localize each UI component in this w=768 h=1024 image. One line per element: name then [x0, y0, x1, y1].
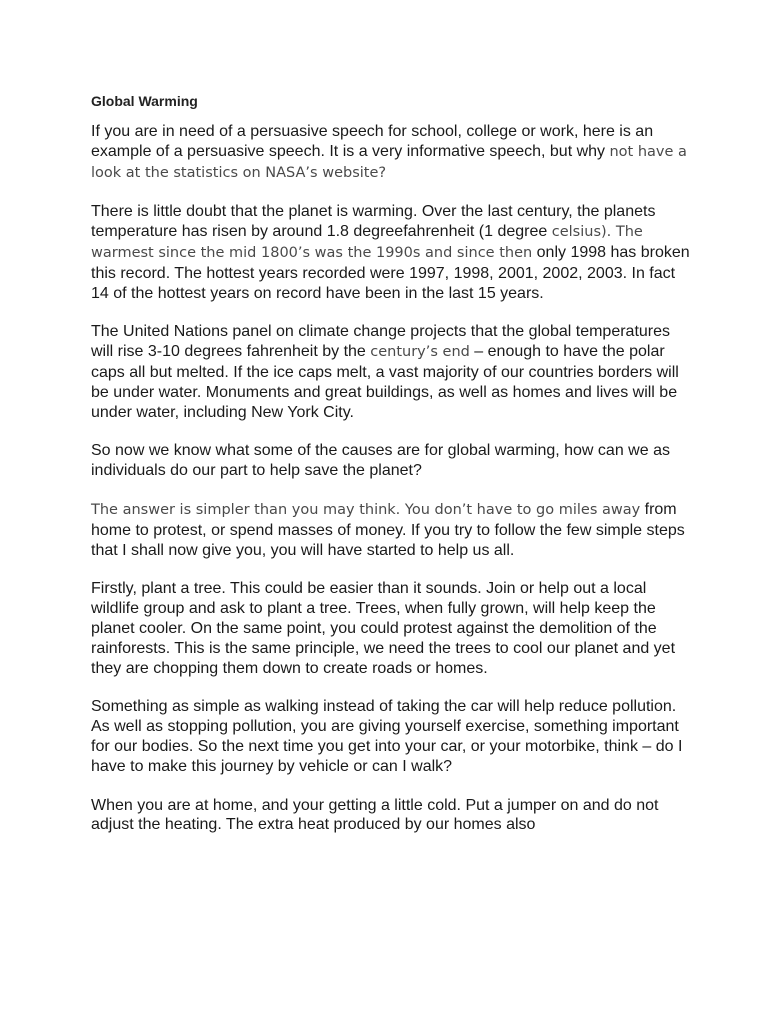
- paragraph-plant-tree: Firstly, plant a tree. This could be easier than it sounds. Join or help out a local wildlife group and ask to plant a tree. Trees, when fully grown, will help keep the planet cooler. On the same point, you could protest against the demolition of the rainforests. This is the same principle, we need the trees to cool our planet and yet they are chopping them down to create roads or homes.: [91, 580, 676, 677]
- paragraph-un-panel: [91, 322, 691, 422]
- paragraph-intro-text: If you are in need of a persuasive speech for school, college or work, here is an example of a persuasive speech. It is a very informative speech, but why: [91, 123, 654, 160]
- paragraph-warming-text-3: only 1998 has broken this record. The hottest years recorded were 1997, 1998, 2001, 2002, 2003. In fact 14 of the hottest years on record have been in the last 15 years.: [91, 243, 690, 302]
- paragraph-question: So now we know what some of the causes are for global warming, how can we as individuals do our part to help save the planet?: [91, 442, 670, 480]
- paragraph-warming: [91, 202, 691, 303]
- paragraph-walking: Something as simple as walking instead of taking the car will help reduce pollution. As well as stopping pollution, you are giving yourself exercise, something important for our bodies. So the next time you get into your car, or your motorbike, think – do I have to make this journey by vehicle or can I walk?: [91, 698, 683, 775]
- paragraph-un-panel-text-2: century’s end: [370, 344, 470, 361]
- paragraph-answer: [91, 500, 691, 560]
- paragraph-answer-text-1: The answer is simpler than you may think. You don’t have to go miles away: [91, 501, 641, 518]
- paragraph-home-heating: When you are at home, and your getting a little cold. Put a jumper on and do not adjust the heating. The extra heat produced by our homes also: [91, 796, 659, 834]
- paragraph-intro-nasa-text: not have a look at the statistics on NASA’s website?: [91, 143, 687, 181]
- paragraph-warming-text-2: celsius). The warmest since the mid 1800’s was the 1990s and since then: [91, 224, 643, 261]
- document-title: Global Warming: [91, 93, 198, 109]
- paragraph-intro: [91, 122, 691, 183]
- paragraph-un-panel-text-3: – enough to have the polar caps all but melted. If the ice caps melt, a vast majority of our countries borders will be under water. Monuments and great buildings, as well as homes and lives will be under water, including New York City.: [91, 343, 679, 421]
- paragraph-warming-text-1: There is little doubt that the planet is warming. Over the last century, the planets temperature has risen by around 1.8 degreefahrenheit (1 degree: [91, 203, 656, 241]
- paragraph-un-panel-text-1: The United Nations panel on climate change projects that the global temperatures will rise 3-10 degrees fahrenheit by the: [91, 323, 671, 361]
- paragraph-answer-text-2: from home to protest, or spend masses of money. If you try to follow the few simple steps that I shall now give you, you will have started to help us all.: [91, 500, 685, 559]
- document-page: [91, 90, 691, 854]
